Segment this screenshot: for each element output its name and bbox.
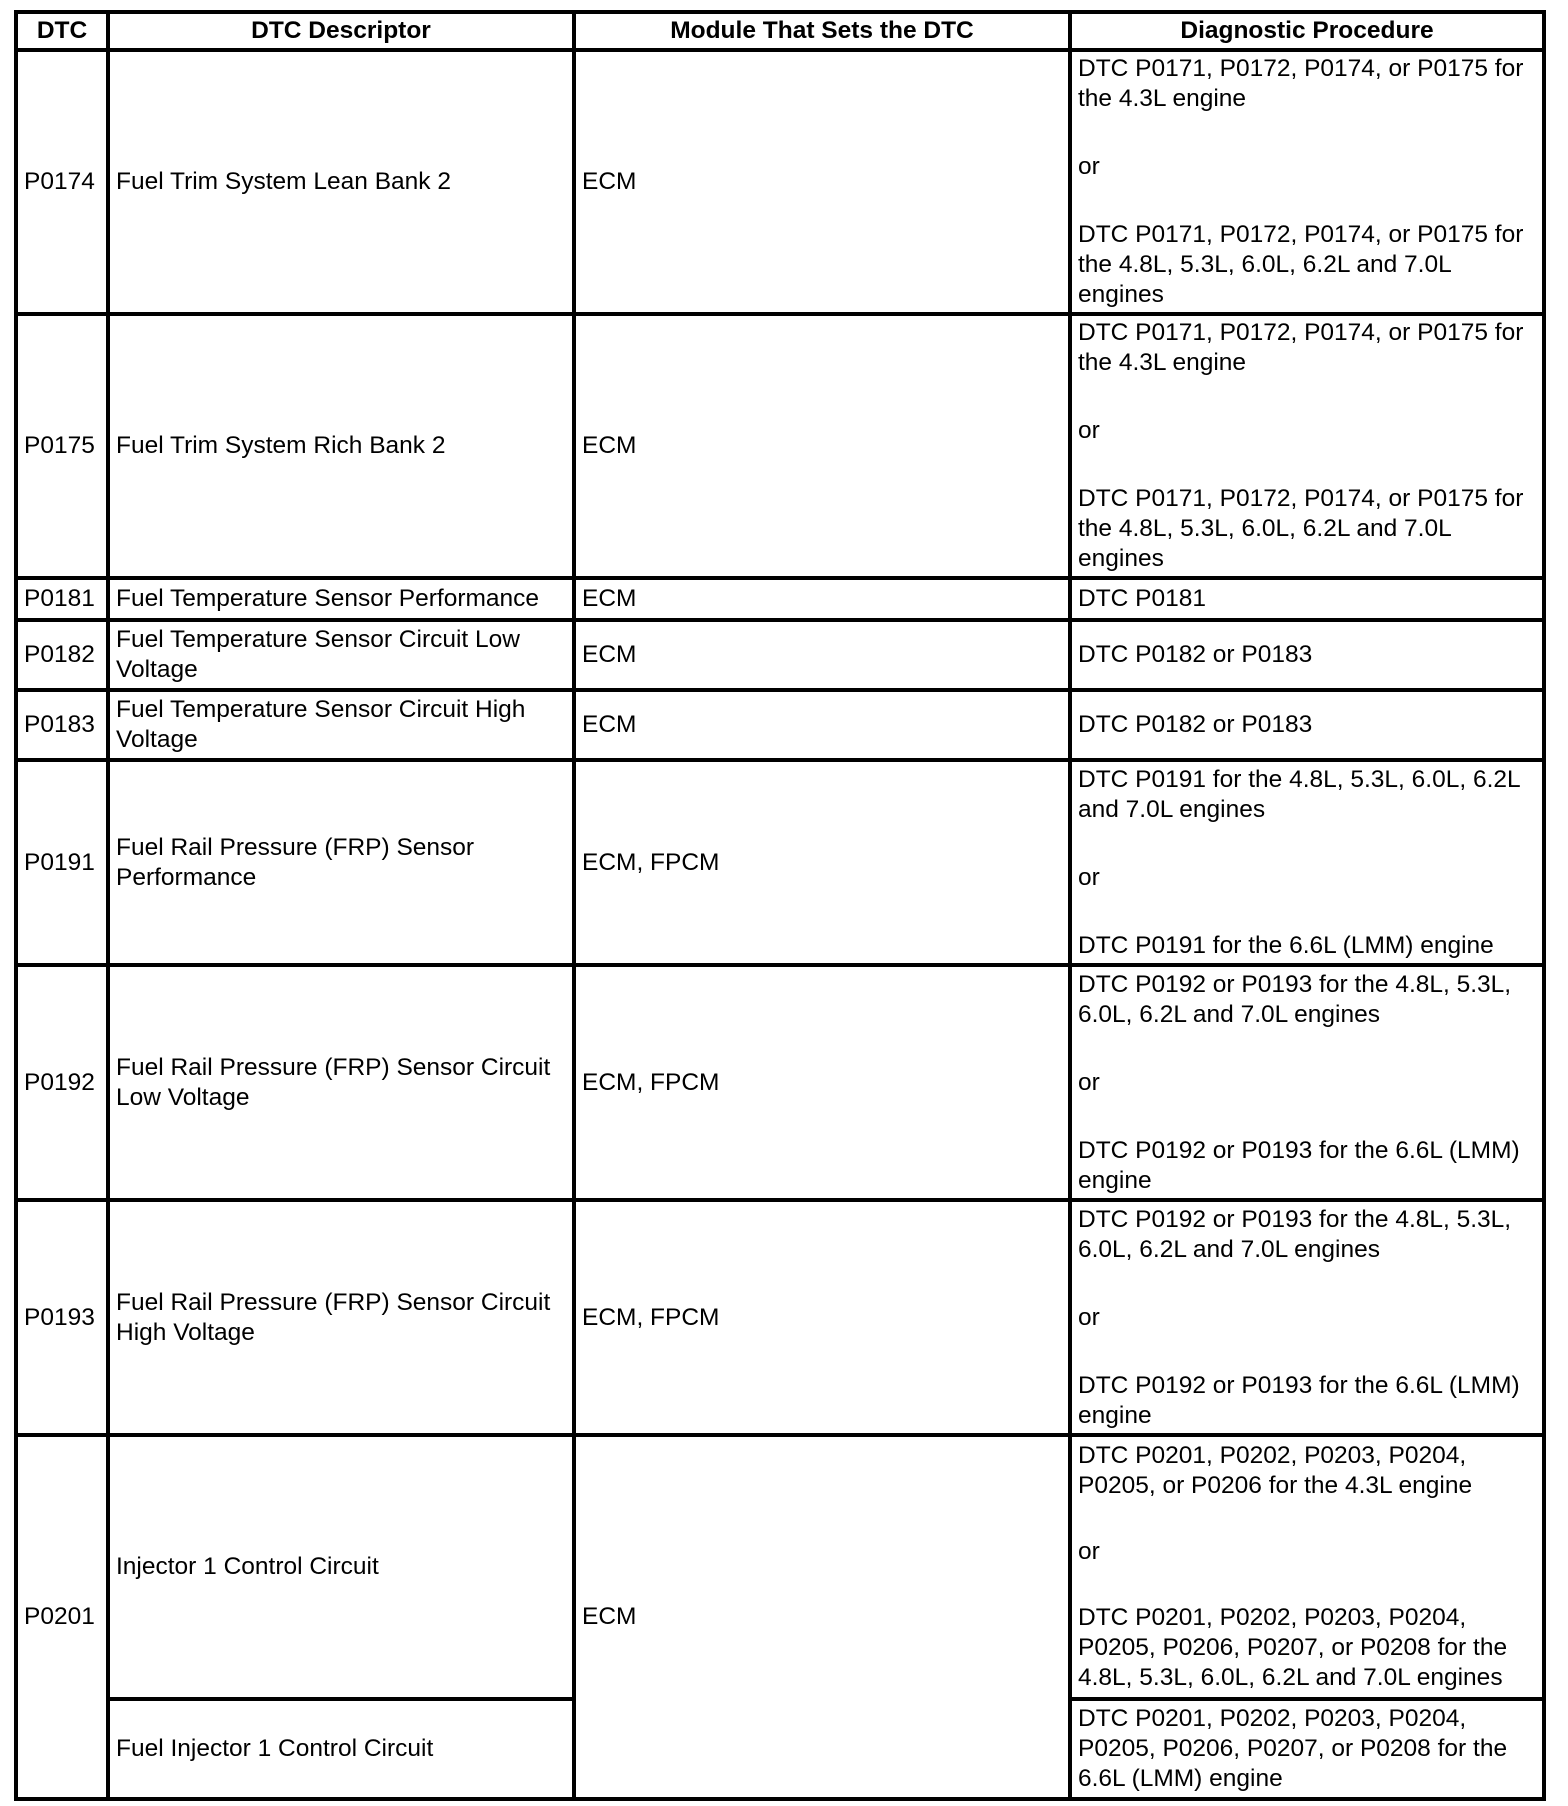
table-row: [16, 1200, 1544, 1435]
dtc-code: P0175: [16, 314, 108, 578]
dtc-code: P0201: [16, 1435, 108, 1799]
procedure-link[interactable]: DTC P0201, P0202, P0203, P0204, P0205, or P0206 for the 4.3L engine: [1078, 1442, 1473, 1499]
header-dtc-descriptor: DTC Descriptor: [108, 12, 574, 50]
table-row: [16, 760, 1544, 965]
procedure-link[interactable]: DTC P0181: [1078, 585, 1207, 612]
dtc-code: P0174: [16, 50, 108, 314]
diagnostic-procedure: [1070, 50, 1544, 314]
table-header-row: [16, 12, 1544, 50]
dtc-descriptor: Fuel Injector 1 Control Circuit: [108, 1699, 574, 1799]
diagnostic-procedure: [1070, 1200, 1544, 1435]
table-row: [16, 690, 1544, 760]
dtc-code: P0191: [16, 760, 108, 965]
procedure-link[interactable]: DTC P0171, P0172, P0174, or P0175 for the 4.3L engine: [1078, 319, 1524, 376]
table-row: [16, 314, 1544, 578]
module: ECM, FPCM: [574, 760, 1070, 965]
procedure-or: or: [1078, 417, 1100, 444]
procedure-link[interactable]: DTC P0171, P0172, P0174, or P0175 for the 4.3L engine: [1078, 55, 1524, 112]
header-dtc: DTC: [16, 12, 108, 50]
procedure-link[interactable]: DTC P0201, P0202, P0203, P0204, P0205, P0206, P0207, or P0208 for the 4.8L, 5.3L, 6.0L, 6.2L and 7.0L engines: [1078, 1604, 1508, 1691]
diagnostic-procedure: [1070, 1699, 1544, 1799]
diagnostic-procedure: [1070, 578, 1544, 620]
diagnostic-procedure: [1070, 314, 1544, 578]
dtc-code: P0182: [16, 620, 108, 690]
diagnostic-procedure: [1070, 620, 1544, 690]
dtc-code: P0193: [16, 1200, 108, 1435]
dtc-code: P0181: [16, 578, 108, 620]
module: ECM: [574, 690, 1070, 760]
diagnostic-procedure: [1070, 690, 1544, 760]
procedure-link[interactable]: DTC P0192 or P0193 for the 6.6L (LMM) engine: [1078, 1371, 1520, 1429]
table-row: [16, 620, 1544, 690]
procedure-or: or: [1078, 863, 1100, 891]
dtc-code: P0192: [16, 965, 108, 1200]
dtc-descriptor: Fuel Trim System Lean Bank 2: [108, 50, 574, 314]
procedure-link[interactable]: DTC P0192 or P0193 for the 4.8L, 5.3L, 6.0L, 6.2L and 7.0L engines: [1078, 970, 1512, 1028]
table-row: [16, 1435, 1544, 1699]
dtc-descriptor: Fuel Temperature Sensor Performance: [108, 578, 574, 620]
procedure-or: or: [1078, 153, 1100, 180]
procedure-or: or: [1078, 1068, 1100, 1096]
header-diagnostic-procedure: Diagnostic Procedure: [1070, 12, 1544, 50]
procedure-link[interactable]: DTC P0182 or P0183: [1078, 641, 1313, 668]
module: ECM, FPCM: [574, 1200, 1070, 1435]
diagnostic-procedure: [1070, 760, 1544, 965]
module: ECM, FPCM: [574, 965, 1070, 1200]
diagnostic-procedure: [1070, 1435, 1544, 1699]
module: ECM: [574, 314, 1070, 578]
module: ECM: [574, 50, 1070, 314]
dtc-descriptor: Fuel Rail Pressure (FRP) Sensor Circuit High Voltage: [108, 1200, 574, 1435]
table-row: [16, 50, 1544, 314]
dtc-descriptor: Fuel Temperature Sensor Circuit High Voltage: [108, 690, 574, 760]
procedure-or: or: [1078, 1538, 1100, 1565]
procedure-link[interactable]: DTC P0191 for the 6.6L (LMM) engine: [1078, 931, 1494, 959]
dtc-descriptor: Fuel Trim System Rich Bank 2: [108, 314, 574, 578]
dtc-descriptor: Injector 1 Control Circuit: [108, 1435, 574, 1699]
dtc-table: [14, 10, 1546, 1801]
dtc-descriptor: Fuel Rail Pressure (FRP) Sensor Performance: [108, 760, 574, 965]
procedure-link[interactable]: DTC P0201, P0202, P0203, P0204, P0205, P0206, P0207, or P0208 for the 6.6L (LMM) engine: [1078, 1705, 1508, 1792]
dtc-code: P0183: [16, 690, 108, 760]
header-module: Module That Sets the DTC: [574, 12, 1070, 50]
module: ECM: [574, 578, 1070, 620]
procedure-link[interactable]: DTC P0171, P0172, P0174, or P0175 for the 4.8L, 5.3L, 6.0L, 6.2L and 7.0L engines: [1078, 485, 1524, 572]
dtc-descriptor: Fuel Temperature Sensor Circuit Low Voltage: [108, 620, 574, 690]
table-row: [16, 965, 1544, 1200]
module: ECM: [574, 1435, 1070, 1799]
table-row: [16, 578, 1544, 620]
procedure-link[interactable]: DTC P0192 or P0193 for the 4.8L, 5.3L, 6.0L, 6.2L and 7.0L engines: [1078, 1205, 1512, 1263]
dtc-descriptor: Fuel Rail Pressure (FRP) Sensor Circuit Low Voltage: [108, 965, 574, 1200]
procedure-link[interactable]: DTC P0171, P0172, P0174, or P0175 for the 4.8L, 5.3L, 6.0L, 6.2L and 7.0L engines: [1078, 221, 1524, 308]
diagnostic-procedure: [1070, 965, 1544, 1200]
procedure-link[interactable]: DTC P0192 or P0193 for the 6.6L (LMM) engine: [1078, 1136, 1520, 1194]
procedure-link[interactable]: DTC P0182 or P0183: [1078, 711, 1313, 738]
procedure-link[interactable]: DTC P0191 for the 4.8L, 5.3L, 6.0L, 6.2L and 7.0L engines: [1078, 765, 1520, 823]
module: ECM: [574, 620, 1070, 690]
procedure-or: or: [1078, 1303, 1100, 1331]
